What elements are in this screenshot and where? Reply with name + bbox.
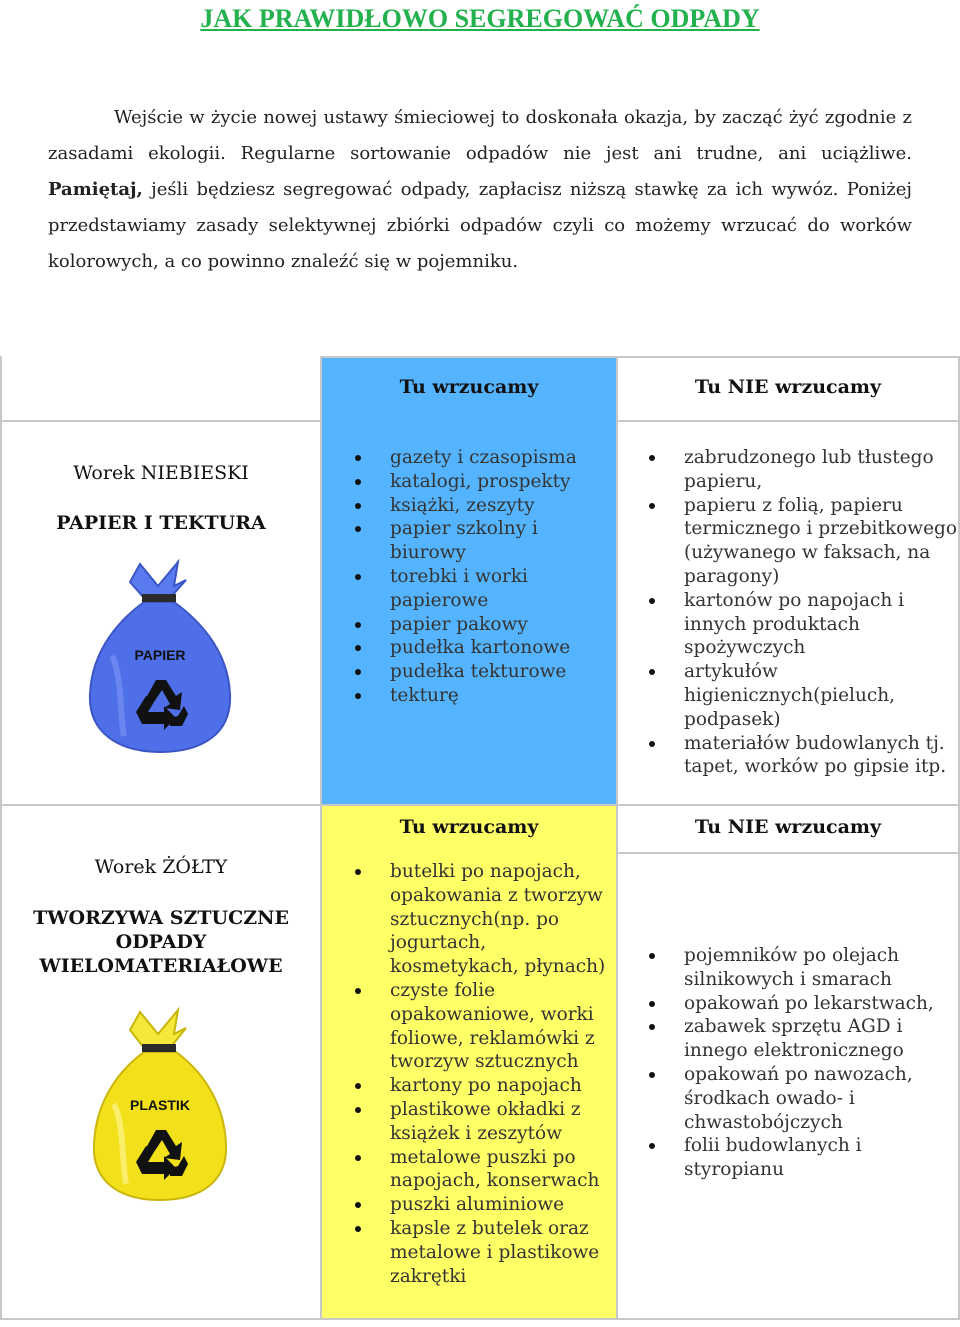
intro-paragraph — [48, 100, 912, 280]
blue-out-list — [620, 446, 958, 779]
list-item: materiałów budowlanych tj. tapet, worków po gipsie itp. — [620, 732, 958, 780]
list-item: pudełka kartonowe — [326, 636, 616, 660]
list-item: opakowań po nawozach, środkach owado- i chwastobójczych — [620, 1063, 958, 1134]
intro-bold-word: Pamiętaj, — [48, 179, 143, 200]
blue-bag-name: Worek NIEBIESKI — [73, 462, 249, 484]
list-item: zabawek sprzętu AGD i innego elektronicznego — [620, 1015, 958, 1063]
blue-header-out: Tu NIE wrzucamy — [694, 376, 882, 398]
list-item: artykułów higienicznych(pieluch, podpasek) — [620, 660, 958, 731]
segregation-table — [0, 356, 960, 1327]
list-item: butelki po napojach, opakowania z tworzyw sztucznych(np. po jogurtach, kosmetykach, płynach) — [326, 860, 616, 979]
list-item: torebki i worki papierowe — [326, 565, 616, 613]
list-item: tekturę — [326, 684, 616, 708]
intro-sentence-2: jeśli będziesz segregować odpady, zapłacisz niższą stawkę za ich wywóz. Poniżej przedstawiamy zasady selektywnej zbiórki odpadów czyli co możemy wrzucać do worków kolorowych, a co powinno znaleźć się w pojemniku. — [48, 179, 912, 272]
list-item: plastikowe okładki z książek i zeszytów — [326, 1098, 616, 1146]
yellow-category: TWORZYWA SZTUCZNE ODPADY WIELOMATERIAŁOWE — [33, 907, 289, 977]
list-item: katalogi, prospekty — [326, 470, 616, 494]
list-item: pudełka tekturowe — [326, 660, 616, 684]
list-item: czyste folie opakowaniowe, worki foliowe, reklamówki z tworzyw sztucznych — [326, 979, 616, 1074]
yellow-bag-image — [88, 1004, 233, 1204]
list-item: metalowe puszki po napojach, konserwach — [326, 1146, 616, 1194]
list-item: pojemników po olejach silnikowych i smarach — [620, 944, 958, 992]
yellow-header-in: Tu wrzucamy — [399, 816, 539, 838]
list-item: puszki aluminiowe — [326, 1193, 616, 1217]
blue-category: PAPIER I TEKTURA — [56, 512, 266, 534]
blue-in-list — [326, 446, 616, 708]
list-item: kapsle z butelek oraz metalowe i plastikowe zakrętki — [326, 1217, 616, 1288]
list-item: kartony po napojach — [326, 1074, 616, 1098]
blue-bag-label: PAPIER — [134, 647, 186, 663]
blue-header-in: Tu wrzucamy — [399, 376, 539, 398]
list-item: zabrudzonego lub tłustego papieru, — [620, 446, 958, 494]
yellow-out-list — [620, 944, 958, 1182]
page-title: JAK PRAWIDŁOWO SEGREGOWAĆ ODPADY — [200, 4, 760, 33]
list-item: papieru z folią, papieru termicznego i przebitkowego (używanego w faksach, na paragony) — [620, 494, 958, 589]
list-item: folii budowlanych i styropianu — [620, 1134, 958, 1182]
list-item: kartonów po napojach i innych produktach spożywczych — [620, 589, 958, 660]
intro-sentence-1: Wejście w życie nowej ustawy śmieciowej to doskonała okazja, by zacząć żyć zgodnie z zasadami ekologii. Regularne sortowanie odpadów nie jest ani trudne, ani uciążliwe. — [48, 107, 912, 164]
yellow-in-list — [326, 860, 616, 1288]
list-item: gazety i czasopisma — [326, 446, 616, 470]
list-item: książki, zeszyty — [326, 494, 616, 518]
list-item: papier pakowy — [326, 613, 616, 637]
yellow-bag-label: PLASTIK — [130, 1097, 190, 1113]
list-item: papier szkolny i biurowy — [326, 517, 616, 565]
list-item: opakowań po lekarstwach, — [620, 992, 958, 1016]
yellow-header-out: Tu NIE wrzucamy — [694, 816, 882, 838]
yellow-bag-name: Worek ŻÓŁTY — [94, 856, 228, 878]
blue-bag-image — [82, 556, 237, 756]
